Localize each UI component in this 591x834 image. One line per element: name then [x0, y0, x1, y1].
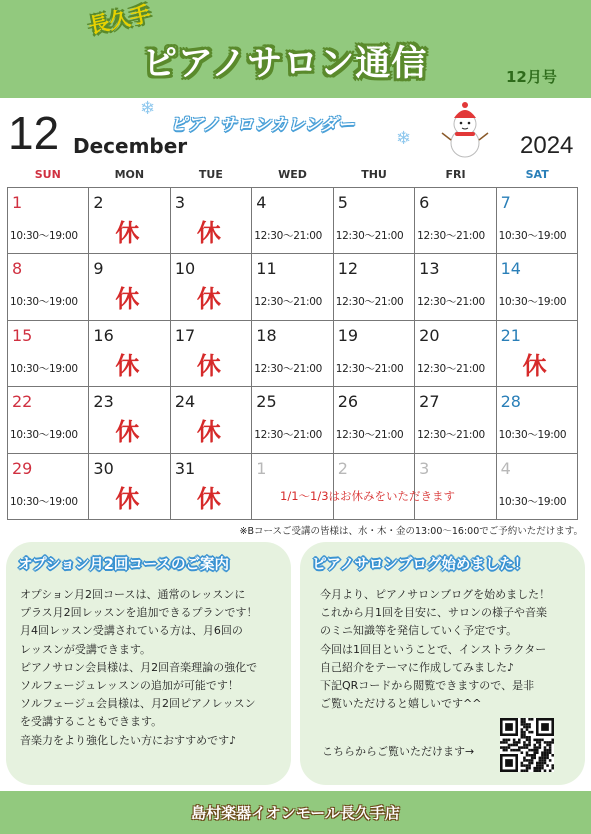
closed-mark: 休 — [115, 351, 140, 380]
calendar-day-cell — [8, 454, 89, 520]
body-line: ピアノサロン会員様は、月2回音楽理論の強化で — [20, 660, 258, 674]
calendar-day-cell — [252, 188, 333, 254]
calendar-day-cell — [252, 254, 333, 320]
opening-hours: 10:30～19:00 — [498, 495, 567, 508]
calendar-day-cell — [171, 454, 252, 520]
calendar-day-cell — [415, 387, 496, 453]
calendar-day-cell — [497, 454, 578, 520]
issue-label: 12月号 — [506, 68, 557, 86]
body-line: ご覧いただけると嬉しいです^^ — [320, 697, 482, 711]
body-line: これから月1回を目安に、サロンの様子や音楽 — [320, 606, 547, 620]
day-number: 1 — [256, 458, 267, 478]
opening-hours: 12:30～21:00 — [335, 362, 404, 375]
body-line: 月4回レッスン受講されている方は、月6回の — [20, 624, 243, 638]
day-number: 30 — [93, 458, 114, 478]
day-number: 21 — [500, 325, 521, 345]
calendar-day-cell — [89, 188, 170, 254]
calendar-day-cell — [89, 454, 170, 520]
calendar-day-cell — [334, 321, 415, 387]
day-number: 4 — [256, 193, 267, 212]
day-number: 4 — [500, 458, 511, 478]
weekday-mon: MON — [114, 168, 145, 181]
calendar-day-cell — [497, 188, 578, 254]
opening-hours: 10:30～19:00 — [10, 429, 78, 442]
body-line: 自己紹介をテーマに作成してみました♪ — [320, 660, 515, 674]
body-line: を受講することもできます。 — [20, 715, 163, 729]
opening-hours: 10:30～19:00 — [498, 230, 567, 242]
blog-link-text[interactable]: こちらからご覧いただけます→ — [322, 745, 475, 758]
day-number: 29 — [12, 458, 33, 478]
calendar-day-cell — [8, 254, 89, 320]
option-course-title: オプション月2回コースのご案内 — [18, 557, 230, 573]
closed-mark: 休 — [196, 285, 221, 314]
opening-hours: 12:30～21:00 — [254, 362, 322, 375]
day-number: 25 — [256, 392, 277, 412]
body-line: 下記QRコードから閲覧できますので、是非 — [320, 679, 535, 693]
snowflake-icon: ❄ — [140, 98, 156, 119]
closed-mark: 休 — [115, 484, 140, 513]
calendar-day-cell — [171, 387, 252, 453]
header-banner — [0, 0, 591, 98]
month-name: December — [73, 134, 188, 158]
calendar-day-cell — [497, 387, 578, 453]
calendar-day-cell — [415, 188, 496, 254]
day-number: 28 — [500, 392, 521, 412]
day-number: 6 — [419, 193, 430, 212]
day-number: 17 — [174, 325, 196, 345]
newsletter-title: ピアノサロン通信 — [142, 44, 428, 84]
body-line: のミニ知識等を発信していく予定です。 — [320, 624, 518, 638]
snowflake-icon: ❄ — [396, 128, 412, 149]
calendar-day-cell — [334, 387, 415, 453]
calendar-day-cell — [415, 321, 496, 387]
day-number: 1 — [12, 193, 23, 212]
day-number: 10 — [174, 259, 196, 279]
weekday-wed: WED — [278, 168, 307, 181]
opening-hours: 12:30～21:00 — [335, 230, 404, 242]
opening-hours: 12:30～21:00 — [417, 230, 485, 242]
year-label: 2024 — [520, 132, 574, 159]
day-number: 5 — [337, 193, 348, 212]
snowman-icon — [440, 100, 490, 160]
brand-location: 長久手 — [86, 1, 154, 39]
calendar-day-cell — [334, 254, 415, 320]
day-number: 23 — [93, 392, 114, 412]
body-line: 音楽力をより強化したい方におすすめです♪ — [20, 733, 237, 747]
opening-hours: 12:30～21:00 — [417, 296, 485, 309]
closed-mark: 休 — [522, 351, 547, 380]
opening-hours: 10:30～19:00 — [10, 296, 78, 309]
day-number: 13 — [419, 259, 440, 279]
opening-hours: 10:30～19:00 — [498, 429, 567, 442]
body-line: 今月より、ピアノサロンブログを始めました！ — [320, 588, 551, 601]
body-line: 今回は1回目ということで、インストラクター — [320, 642, 547, 656]
b-course-note: ※Bコースご受講の皆様は、水・木・金の13:00～16:00でご予約いただけます。 — [239, 526, 583, 537]
day-number: 22 — [12, 392, 33, 412]
calendar-day-cell — [8, 387, 89, 453]
blog-title: ピアノサロンブログ始めました！ — [312, 557, 529, 573]
opening-hours: 12:30～21:00 — [335, 429, 404, 442]
calendar-title: ピアノサロンカレンダー — [170, 115, 355, 135]
closed-mark: 休 — [196, 484, 221, 513]
weekday-fri: FRI — [445, 168, 466, 181]
weekday-thu: THU — [361, 168, 387, 181]
calendar-day-cell — [415, 254, 496, 320]
weekday-sat: SAT — [525, 168, 549, 181]
qr-code-icon[interactable] — [500, 718, 554, 772]
day-number: 27 — [419, 392, 440, 412]
day-number: 24 — [174, 392, 196, 412]
body-line: レッスンが受講できます。 — [20, 642, 152, 656]
day-number: 20 — [419, 325, 440, 345]
body-line: ソルフェージュレッスンの追加が可能です！ — [20, 679, 239, 693]
day-number: 7 — [500, 193, 511, 212]
body-line: オプション月2回コースは、通常のレッスンに — [20, 588, 246, 601]
calendar-grid — [7, 187, 578, 520]
body-line: ソルフェージュ会員様は、月2回ピアノレッスン — [20, 697, 256, 711]
holiday-note: 1/1～1/3はお休みをいただきます — [280, 489, 456, 503]
day-number: 18 — [256, 325, 277, 345]
closed-mark: 休 — [196, 351, 221, 380]
weekday-sun: SUN — [34, 168, 61, 181]
calendar-day-cell — [415, 454, 496, 520]
calendar-day-cell — [171, 254, 252, 320]
opening-hours: 12:30～21:00 — [417, 362, 485, 375]
day-number: 19 — [337, 325, 359, 345]
closed-mark: 休 — [196, 219, 221, 247]
opening-hours: 10:30～19:00 — [10, 230, 78, 242]
opening-hours: 10:30～19:00 — [10, 495, 78, 508]
day-number: 16 — [93, 325, 114, 345]
day-number: 26 — [337, 392, 359, 412]
calendar-day-cell — [252, 321, 333, 387]
calendar-day-cell — [89, 254, 170, 320]
day-number: 3 — [174, 193, 186, 212]
day-number: 2 — [93, 193, 104, 212]
calendar-day-cell — [89, 321, 170, 387]
day-number: 15 — [12, 325, 33, 345]
opening-hours: 12:30～21:00 — [254, 429, 322, 442]
calendar-day-cell — [8, 321, 89, 387]
calendar-day-cell — [171, 188, 252, 254]
closed-mark: 休 — [115, 285, 140, 314]
opening-hours: 12:30～21:00 — [335, 296, 404, 309]
day-number: 2 — [337, 458, 348, 478]
calendar-day-cell — [497, 321, 578, 387]
weekday-header — [7, 168, 578, 186]
blog-body — [320, 586, 550, 713]
calendar-day-cell — [252, 387, 333, 453]
day-number: 11 — [256, 259, 277, 279]
opening-hours: 10:30～19:00 — [498, 296, 567, 309]
calendar-day-cell — [334, 454, 415, 520]
month-number: 12 — [8, 107, 60, 159]
day-number: 9 — [93, 259, 104, 279]
calendar-day-cell — [252, 454, 333, 520]
calendar-day-cell — [497, 254, 578, 320]
weekday-tue: TUE — [198, 168, 223, 181]
day-number: 8 — [12, 259, 23, 279]
opening-hours: 10:30～19:00 — [10, 362, 78, 375]
day-number: 14 — [500, 259, 521, 279]
day-number: 12 — [337, 259, 359, 279]
footer-banner — [0, 791, 591, 834]
day-number: 3 — [419, 458, 430, 478]
calendar-day-cell — [334, 188, 415, 254]
body-line: プラス月2回レッスンを追加できるプランです！ — [20, 606, 258, 620]
closed-mark: 休 — [115, 219, 140, 247]
opening-hours: 12:30～21:00 — [254, 296, 322, 309]
calendar-day-cell — [89, 387, 170, 453]
store-name: 島村楽器イオンモール長久手店 — [191, 804, 400, 822]
opening-hours: 12:30～21:00 — [417, 429, 485, 442]
day-number: 31 — [174, 458, 196, 478]
opening-hours: 12:30～21:00 — [254, 230, 322, 242]
closed-mark: 休 — [115, 418, 140, 447]
calendar-day-cell — [171, 321, 252, 387]
calendar-day-cell — [8, 188, 89, 254]
closed-mark: 休 — [196, 418, 221, 447]
option-course-body — [20, 586, 258, 750]
